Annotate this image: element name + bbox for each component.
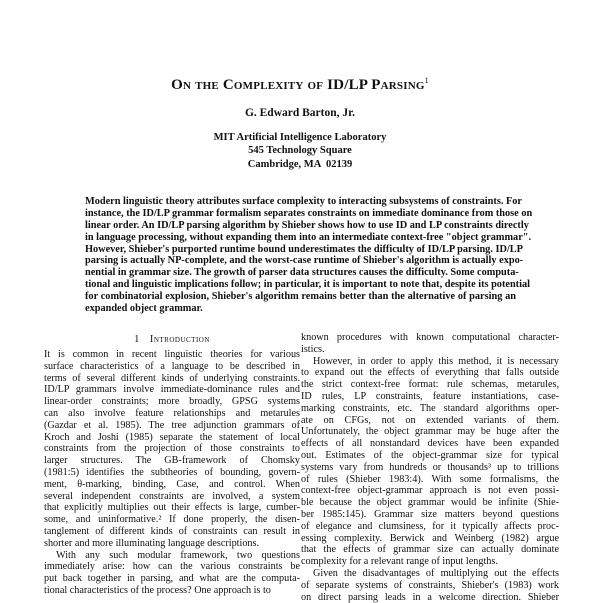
text-line: in language processing, without expanding them into an intermediate context-free "object grammar".: [85, 231, 532, 243]
text-line: expanded object grammar.: [85, 303, 203, 315]
text-line: ment, θ-marking, binding, Case, and control. When: [44, 478, 300, 490]
text-line: Given the disadvantages of multiplying out the effects: [313, 567, 559, 579]
text-line: some, and uninformative.² If done properly, the disen-: [44, 514, 300, 526]
title-text: On the Complexity of ID/LP Parsing: [171, 77, 425, 93]
text-line: can also involve feature relationships and metarules: [44, 407, 300, 419]
text-line: It is common in recent linguistic theories for various: [44, 349, 300, 360]
text-line: complexity for a relevant range of input lengths.: [301, 556, 498, 568]
text-line: ble because the object grammar would be infinite (Shie-: [301, 497, 559, 509]
text-line: linear order. An ID/LP parsing algorithm by Shieber shows how to use ID and LP constraints directly: [85, 219, 529, 231]
text-line: several independent constraints are involved, a system: [44, 490, 300, 502]
text-line: shorter and more illuminating language descriptions.: [44, 537, 260, 549]
text-line: put back together in parsing, and what are the computa-: [44, 573, 300, 585]
text-line: systems vary from hundreds or thousands³ up to trillions: [301, 461, 559, 473]
text-line: parsing is actually NP-complete, and the worst-case runtime of Shieber's algorithm is actually expo-: [85, 255, 524, 267]
section-number: 1: [134, 334, 140, 345]
text-line: context-free object-grammar approach is not even possi-: [301, 485, 559, 497]
text-line: (1981:5) identifies the subtheories of bounding, govern-: [44, 466, 300, 478]
text-line: for combinatorial explosion, Shieber's algorithm remains better than the alternative of parsing an: [85, 291, 516, 303]
text-line: Modern linguistic theory attributes surface complexity to interacting subsystems of constraints. For: [85, 196, 522, 207]
text-line: ID rules, LP constraints, feature instantiations, case-: [301, 390, 559, 402]
text-line: istics.: [301, 343, 325, 355]
text-line: With any such modular framework, two questions: [56, 549, 300, 561]
text-line: of separate systems of constraints, Shieber's (1983) work: [301, 579, 559, 591]
affiliation-line: 545 Technology Square: [248, 145, 352, 157]
text-line: immediately arise: how can the various constraints be: [44, 561, 300, 573]
text-line: (Gazdar et al. 1985). The tree adjunction grammars of: [44, 419, 300, 431]
text-line: marking constraints, etc. The standard algorithms oper-: [301, 402, 559, 414]
text-line: the strict context-free format: rule schemas, metarules,: [301, 379, 559, 391]
text-line: larger structures. The GB-framework of Chomsky: [44, 455, 300, 467]
text-line: Kroch and Joshi (1985) separate the statement of local: [44, 431, 300, 443]
text-line: tional and linguistic implications follow; in particular, it is important to note that, despite its potential: [85, 279, 530, 291]
text-line: instance, the ID/LP grammar formalism separates constraints on immediate dominance from those on: [85, 207, 533, 219]
text-line: of elegance and clumsiness, for it typically affects proc-: [301, 520, 559, 532]
author-name: G. Edward Barton, Jr.: [244, 107, 356, 119]
text-line: linear-order constraints; more broadly, GPSG systems: [44, 396, 300, 408]
text-line: However, Shieber's purported runtime bound underestimates the difficulty of ID/LP parsing. ID/LP: [85, 243, 523, 255]
title-footnote-marker: 1: [424, 76, 429, 85]
text-line: that the effects of grammar size can actually dominate: [301, 544, 559, 556]
text-line: out. Estimates of the object-grammar size for typical: [301, 449, 559, 461]
text-line: known procedures with known computational character-: [301, 332, 559, 343]
section-title: Introduction: [149, 334, 210, 345]
text-line: surface characteristics of a language to be described in: [44, 360, 300, 372]
text-line: tional characteristics of the process? One approach is to: [44, 584, 271, 596]
paper-title: [0, 76, 600, 94]
left-column: [44, 349, 300, 597]
right-column: [301, 332, 559, 603]
text-line: ber 1985:145). Grammar size matters beyond questions: [301, 508, 559, 520]
abstract: [85, 196, 533, 315]
text-line: ate on CFGs, not on extended variants of them.: [301, 414, 559, 426]
text-line: essing complexity. Berwick and Weinberg (1982) argue: [301, 532, 559, 544]
text-line: on direct parsing leads in a welcome direction. Shieber: [301, 591, 559, 603]
affiliation: [0, 131, 600, 171]
text-line: ID/LP grammars involve immediate-dominance rules and: [44, 384, 300, 396]
text-line: nential in grammar size. The growth of parser data structures causes the difficulty. Some computa-: [85, 267, 519, 279]
text-line: to expand out the effects of everything that falls outside: [301, 367, 559, 379]
affiliation-line: MIT Artificial Intelligence Laboratory: [213, 132, 387, 143]
text-line: effects of all nonstandard devices have been expanded: [301, 438, 559, 450]
text-line: constraints from the projection of those constraints to: [44, 443, 300, 455]
affiliation-line: Cambridge, MA 02139: [247, 158, 353, 170]
text-line: Unfortunately, the object grammar may be huge after the: [301, 426, 559, 438]
text-line: terms of several different kinds of underlying constraints.: [44, 372, 300, 384]
text-line: that explicitly multiplies out their effects is large, cumber-: [44, 502, 300, 514]
section-heading: [44, 334, 300, 345]
text-line: tanglement of different kinds of constraints can result in: [44, 525, 300, 537]
text-line: However, in order to apply this method, it is necessary: [313, 355, 559, 367]
text-line: of rules (Shieber 1983:4). With some formalisms, the: [301, 473, 559, 485]
